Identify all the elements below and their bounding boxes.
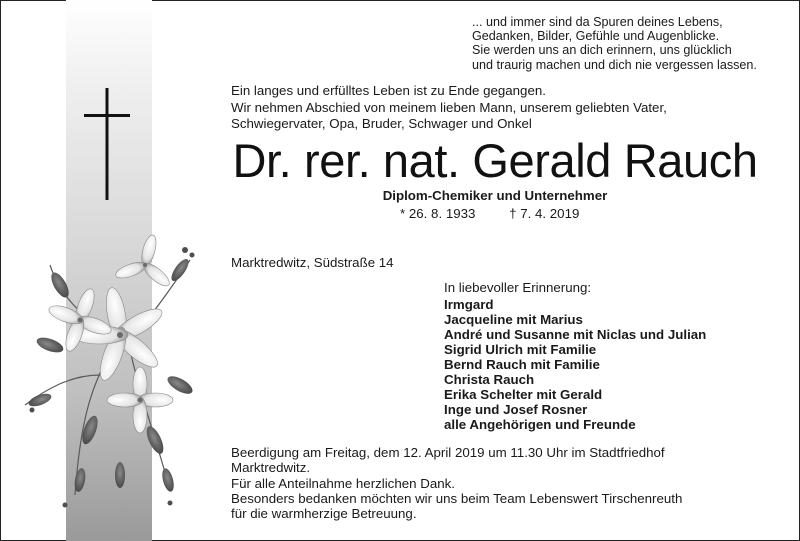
mourner-name: Inge und Josef Rosner [444,402,588,417]
funeral-info: Marktredwitz. [231,460,311,476]
verse-line: ... und immer sind da Spuren deines Lebens, [472,15,723,29]
thanks-line: Besonders bedanken möchten wir uns beim Team Lebenswert Tirschenreuth [231,490,683,506]
deceased-name: Dr. rer. nat. Gerald Rauch [232,134,758,187]
cross-icon [84,88,130,200]
verse [472,15,757,72]
death-date: † 7. 4. 2019 [509,206,580,221]
deceased-profession: Diplom-Chemiker und Unternehmer [382,188,608,203]
funeral-info: Beerdigung am Freitag, dem 12. April 2019 um 11.30 Uhr im Stadtfriedhof [231,445,665,460]
mourner-name: Erika Schelter mit Gerald [444,387,603,402]
life-dates [400,206,579,221]
intro-line: Ein langes und erfülltes Leben ist zu Ende gegangen. [231,83,546,98]
intro-text [231,83,667,133]
mourners-block [444,280,706,432]
mourner-name: Christa Rauch [444,372,535,387]
thanks-line: Für alle Anteilnahme herzlichen Dank. [231,475,455,491]
lily-bouquet-image [20,225,200,515]
intro-line: Schwiegervater, Opa, Bruder, Schwager und Onkel [231,116,532,131]
mourner-name: André und Susanne mit Niclas und Julian [444,327,707,342]
mourner-name: Sigrid Ulrich mit Familie [444,342,597,357]
verse-line: Sie werden uns an dich erinnern, uns glücklich [472,43,732,58]
intro-line: Wir nehmen Abschied von meinem lieben Mann, unserem geliebten Vater, [231,99,667,115]
mourners-list [444,297,706,432]
birth-date: * 26. 8. 1933 [400,206,476,221]
closing-text [231,445,682,521]
mourners-heading: In liebevoller Erinnerung: [444,280,592,295]
address: Marktredwitz, Südstraße 14 [231,255,394,270]
mourner-name: Irmgard [444,297,494,312]
verse-line: und traurig machen und dich nie vergessen lassen. [472,57,757,72]
mourner-name: alle Angehörigen und Freunde [444,417,636,432]
thanks-line: für die warmherzige Betreuung. [231,506,417,522]
mourner-name: Jacqueline mit Marius [444,312,583,327]
mourner-name: Bernd Rauch mit Familie [444,357,600,372]
verse-line: Gedanken, Bilder, Gefühle und Augenblicke. [472,29,720,44]
